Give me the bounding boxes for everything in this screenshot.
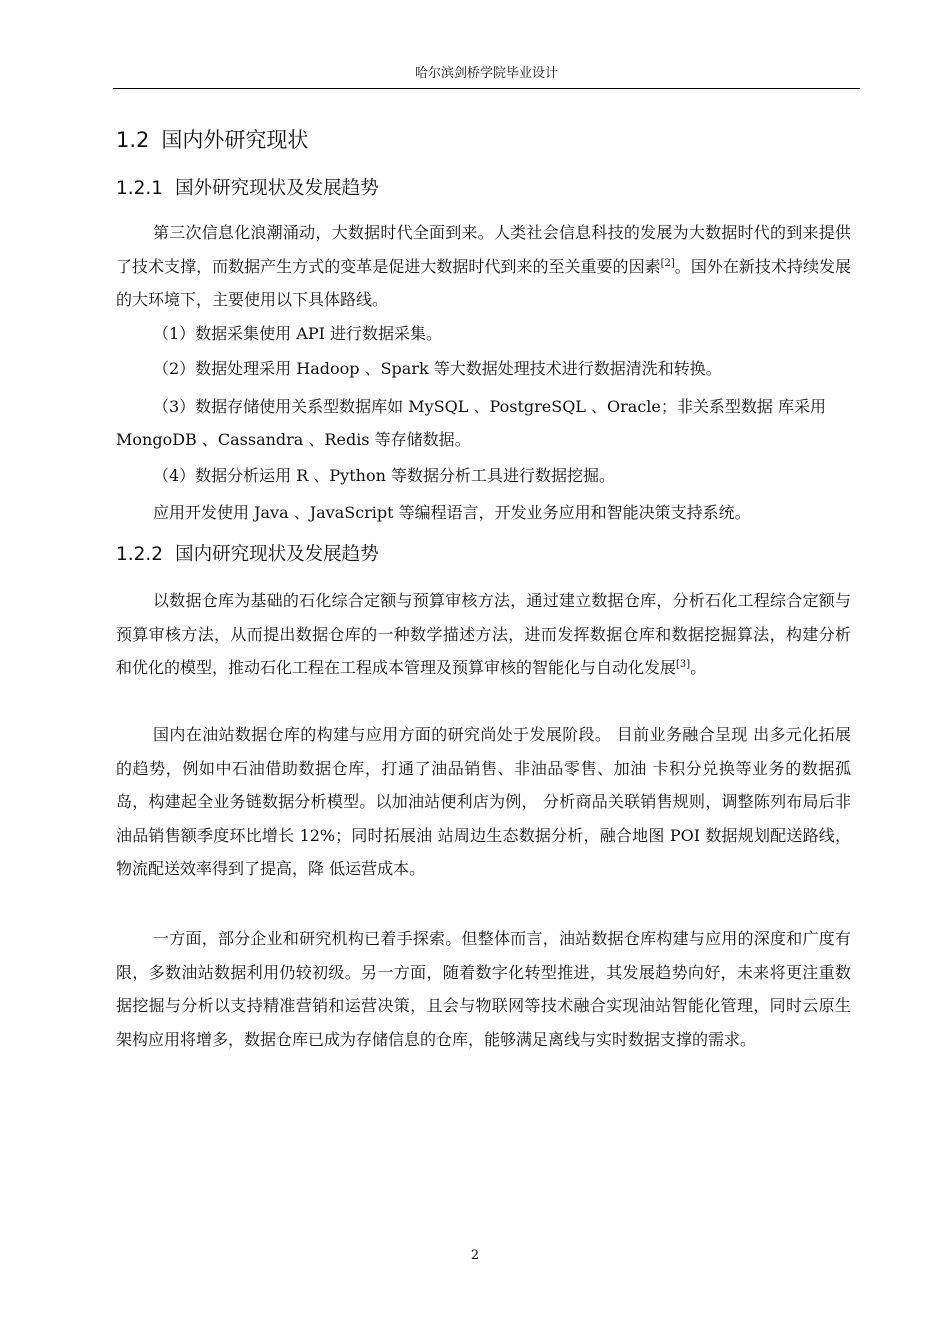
page-header (113, 64, 860, 89)
subsection-number: 1.2.2 (116, 544, 164, 565)
section-number: 1.2 (116, 128, 150, 152)
list-item: （4）数据分析运用 R 、Python 等数据分析工具进行数据挖掘。 (153, 466, 615, 485)
list-item: （1）数据采集使用 API 进行数据采集。 (153, 324, 442, 343)
citation-ref: [2] (660, 257, 675, 269)
paragraph-text: 第三次信息化浪潮涌动，大数据时代全面到来。人类社会信息科技的发展为大数据时代的到来提供了技术支撑，而数据产生方式的变革是促进大数据时代到来的至关重要的因素 (116, 223, 851, 276)
page-number: 2 (470, 1248, 480, 1263)
section-title: 国内外研究现状 (161, 128, 309, 152)
subsection-heading-foreign (116, 175, 379, 203)
subsection-number: 1.2.1 (116, 178, 164, 199)
paragraph-domestic-3: 一方面，部分企业和研究机构已着手探索。但整体而言，油站数据仓库构建与应用的深度和广度有限，多数油站数据利用仍较初级。另一方面，随着数字化转型推进，其发展趋势向好，未来将更注重数据挖掘与分析以支持精准营销和运营决策，且会与物联网等技术融合实现油站智能化管理，同时云原生架构应用将增多，数据仓库已成为存储信息的仓库，能够满足离线与实时数据支撑的需求。 (116, 929, 851, 1049)
citation-ref: [3] (676, 659, 691, 670)
subsection-heading-domestic (116, 541, 379, 569)
paragraph-foreign-intro (116, 216, 851, 317)
paragraph-domestic-2: 国内在油站数据仓库的构建与应用方面的研究尚处于发展阶段。 目前业务融合呈现 出多元化拓展的趋势，例如中石油借助数据仓库，打通了油品销售、非油品零售、加油 卡积分兑换等业务的数据孤岛，构建起全业务链数据分析模型。以加油站便利店为例， 分析商品关联销售规则，调整陈列布局后非油品销售额季度环比增长 12%；同时拓展油 站周边生态数据分析，融合地图 POI 数据规划配送路线，物流配送效率得到了提高，降 低运营成本。 (116, 725, 851, 878)
subsection-title: 国外研究现状及发展趋势 (175, 178, 379, 199)
paragraph-tail: 。 (690, 658, 707, 677)
paragraph-app-dev: 应用开发使用 Java 、JavaScript 等编程语言，开发业务应用和智能决策支持系统。 (153, 503, 751, 522)
list-item: （2）数据处理采用 Hadoop 、Spark 等大数据处理技术进行数据清洗和转换。 (153, 359, 722, 378)
paragraph-tail: 。国外在新技术持续发展的大环境下，主要使用以下具体路线。 (116, 256, 851, 309)
subsection-title: 国内研究现状及发展趋势 (175, 544, 379, 565)
section-heading (116, 125, 308, 155)
paragraph-text: 以数据仓库为基础的石化综合定额与预算审核方法，通过建立数据仓库，分析石化工程综合定额与预算审核方法，从而提出数据仓库的一种数学描述方法，进而发挥数据仓库和数据挖掘算法，构建分析和优化的模型，推动石化工程在工程成本管理及预算审核的智能化与自动化发展 (116, 591, 851, 677)
list-item: （3）数据存储使用关系型数据库如 MySQL 、PostgreSQL 、Oracle；非关系型数据 库采用 MongoDB 、Cassandra 、Redis 等存储数据。 (116, 397, 826, 449)
paragraph-domestic-1 (116, 584, 851, 685)
header-title: 哈尔滨剑桥学院毕业设计 (414, 66, 558, 81)
